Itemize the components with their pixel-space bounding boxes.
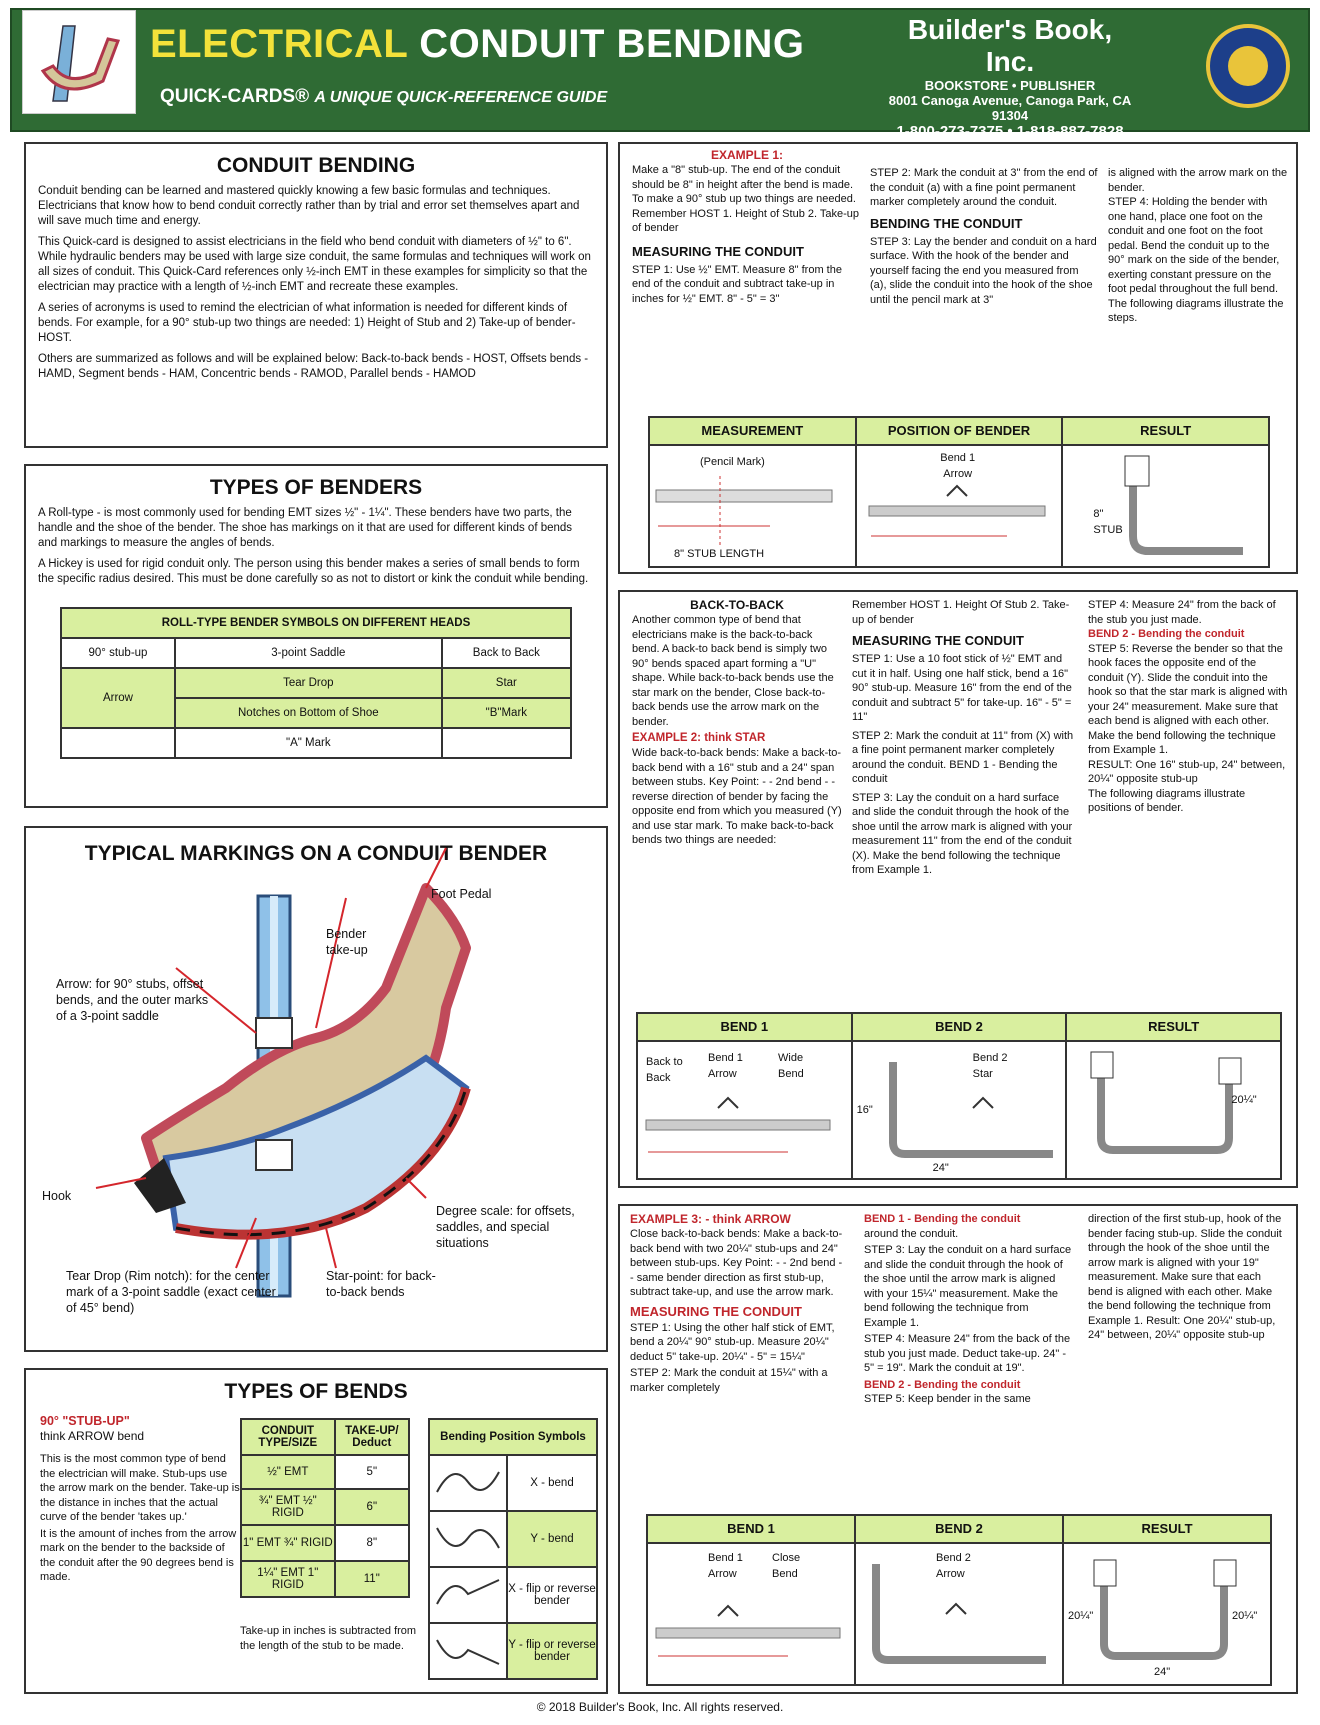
types-of-benders-section [24, 464, 608, 808]
paragraph: Conduit bending can be learned and mastered quickly knowing a few basic formulas and techniques. Electricians that know how to bend conduit correctly rather than by trial and error set themselves apart and will save much time and energy. [38, 185, 580, 227]
diagram-header: BEND 1 [638, 1014, 853, 1040]
paragraph: It is the amount of inches from the arrow mark on the bender to the backside of the conduit after the 90 degrees bend is made. [40, 1527, 237, 1583]
diagram-header: BEND 2 [853, 1014, 1068, 1040]
paragraph: Others are summarized as follows and will be explained below: Back-to-back bends - HOST, Offsets bends - HAMD, Segment bends - HAM, Concentric bends - RAMOD, Parallel bends - HAMOD [38, 353, 589, 380]
paragraph: direction of the first stub-up, hook of the bender facing stub-up. Slide the conduit through the hook of the shoe until the arrow mark is aligned with your 19" measurement. Make sure that each bend is aligned with each other. Make the bend following the technique from Example 1. Result: One 20¼" stub-up, 24" between, 20¼" opposite stub-up [1088, 1213, 1282, 1341]
example-3-section [618, 1204, 1298, 1694]
paragraph: Make a "8" stub-up. The end of the conduit should be 8" in height after the bend is made. To make a 90° stub up two things are needed. Remember HOST 1. Height of Stub 2. Take-up of bender [632, 164, 860, 234]
table-cell [442, 728, 571, 758]
table-cell: X - flip or reverse bender [507, 1567, 597, 1623]
typical-markings-section [24, 826, 608, 1352]
position-symbols-table [428, 1418, 598, 1680]
bend-heading: BEND 1 - Bending the conduit [864, 1213, 1021, 1225]
table-cell: 8" [335, 1525, 409, 1561]
result-diagram: 8" STUB [1063, 446, 1268, 566]
y-flip-symbol-icon [429, 1623, 507, 1679]
step-3: STEP 3: Lay the conduit on a hard surface and slide the conduit through the hook of the shoe until the arrow mark is aligned with your measurement 11" from the end of the conduit (X). Make the bend following the technique from Example 1. [852, 791, 1073, 876]
example-2-section [618, 590, 1298, 1188]
bend-2-diagram: Bend 2 Arrow [856, 1544, 1064, 1684]
publisher-block: Builder's Book, Inc. BOOKSTORE • PUBLISHER 8001 Canoga Avenue, Canoga Park, CA 91304 1-800-273-7375 • 1-818-887-7828 [888, 14, 1132, 140]
diagram-header: BEND 2 [856, 1516, 1064, 1542]
paragraph: Close back-to-back bends: Make a back-to-back bend with two 20¼" stub-ups and 24" between stub-ups. Key Point: - - 2nd bend - - same bender direction as first stub-up, subtract take-up, and use the arrow mark. [630, 1228, 843, 1298]
x-bend-symbol-icon [429, 1455, 507, 1511]
step-5: STEP 5: Keep bender in the same [864, 1393, 1031, 1405]
bender-symbols-table [60, 607, 572, 759]
section-title: CONDUIT BENDING [216, 154, 416, 177]
example-title: EXAMPLE 1: [710, 148, 783, 162]
step-3: STEP 3: Lay the bender and conduit on a hard surface. With the hook of the bender and yourself facing the end you measured from (a), slide the conduit into the hook of the shoe until the pencil mark at 3" [870, 235, 1097, 306]
diagram-header: RESULT [1148, 1019, 1200, 1034]
logo-image [22, 10, 136, 114]
example-title: BACK-TO-BACK [690, 598, 784, 612]
step-2: STEP 2: Mark the conduit at 15¼" with a marker completely [630, 1367, 828, 1394]
step-4: STEP 4: Measure 24" from the back of the stub you just made. Deduct take-up. 24" - 5" = 19". Mark the conduit at 19". [864, 1333, 1071, 1374]
degree-scale-label: Degree scale: for offsets, saddles, and special situations [436, 1204, 575, 1250]
step-5: STEP 5: Reverse the bender so that the hook faces the opposite end of the conduit (Y). Slide the conduit into the hook so that the star mark is aligned with your 24" measurement. Make sure that each bend is aligned with each other. Make the bend following the technique from Example 1. [1088, 642, 1288, 756]
table-cell: ¾" EMT ½" RIGID [241, 1489, 335, 1525]
paragraph: This Quick-card is designed to assist electricians in the field who bend conduit with diameters of ½" to 6". While hydraulic benders may be used with large size conduit, the same formulas and techniques will work on all sizes of conduit. This Quick-Card references only ½-inch EMT in these examples for simplicity so that the electrician may practice with a length of ½-inch EMT and recreate these examples. [38, 236, 591, 293]
table-cell: Notches on Bottom of Shoe [175, 698, 442, 728]
table-cell: 1" EMT ¾" RIGID [241, 1525, 335, 1561]
table-cell: 11" [335, 1561, 409, 1597]
y-bend-symbol-icon [429, 1511, 507, 1567]
table-cell: Y - flip or reverse bender [507, 1623, 597, 1679]
diagram-header: BEND 1 [648, 1516, 856, 1542]
takeup-label: Bender take-up [326, 927, 368, 957]
table-cell: Tear Drop [175, 668, 442, 698]
table-cell: 1¼" EMT 1" RIGID [241, 1561, 335, 1597]
step-1: STEP 1: Using the other half stick of EMT, bend a 20¼" 90° stub-up. Measure 20¼" deduct 5" take-up. 20¼" - 5" = 15¼" [630, 1321, 835, 1363]
table-cell: 3-point Saddle [175, 638, 442, 668]
bend-1-diagram: Back to Back Bend 1 Arrow Wide Bend [638, 1042, 853, 1178]
step-1: STEP 1: Use a 10 foot stick of ½" EMT and cut it in half. Using one half stick, bend a 16" 90° stub-up. Measure 16" from the end of the conduit and subtract 5" for take-up. 16" - 5" = 11" [852, 653, 1072, 723]
paragraph: A Hickey is used for rigid conduit only. The person using this bender makes a series of small bends to form the specific radius desired. This must be done carefully so as not to distort or kink the conduit while bending. [38, 558, 589, 585]
table-cell: ½" EMT [241, 1455, 335, 1489]
step-4: STEP 4: Measure 24" from the back of the stub you just made. [1088, 599, 1276, 626]
paragraph: Wide back-to-back bends: Make a back-to-back bend with a 16" stub and a 24" span between stubs. Key Point: - - 2nd bend - - reverse direction of bender by facing the opposite end from which you measured (Y) and use star mark. To make back-to-back bends two things are needed: [632, 747, 842, 846]
table-title: ROLL-TYPE BENDER SYMBOLS ON DIFFERENT HEADS [61, 608, 571, 638]
sub-heading: MEASURING THE CONDUIT [630, 1303, 802, 1319]
star-point-label: Star-point: for back-to-back bends [326, 1269, 436, 1299]
sub-heading: BENDING THE CONDUIT [870, 215, 1023, 231]
diagram-header: RESULT [1140, 423, 1192, 438]
bend-1-diagram: Bend 1 Arrow Close Bend [648, 1544, 856, 1684]
table-cell: 90° stub-up [61, 638, 175, 668]
table-cell: X - bend [507, 1455, 597, 1511]
table-cell: Back to Back [442, 638, 571, 668]
table-header: Bending Position Symbols [429, 1419, 597, 1455]
table-cell: 6" [335, 1489, 409, 1525]
copyright-footer: © 2018 Builder's Book, Inc. All rights reserved. [536, 1700, 784, 1714]
stub-up-heading: 90° "STUB-UP" [40, 1414, 130, 1428]
page-title: ELECTRICAL CONDUIT BENDING [150, 22, 805, 66]
diagram-header: POSITION OF BENDER [857, 418, 1064, 444]
paragraph: Remember HOST 1. Height Of Stub 2. Take-up of bender [852, 599, 1070, 626]
paragraph: A Roll-type - is most commonly used for bending EMT sizes ½" - 1¼". These benders have two parts, the handle and the shoe of the bender. The shoe has markings on it that are used for different kinds of bends and markings to measure the angles of bends. [38, 507, 573, 549]
publisher-seal-icon [1206, 24, 1290, 108]
diagram-header: RESULT [1141, 1521, 1193, 1536]
bender-logo-icon [23, 11, 135, 113]
paragraph: Another common type of bend that electricians make is the back-to-back bend. A back-to back bend is simply two 90° bends spaced apart forming a "U" shape. While back-to-back bends use the star mark on the bender, Close back-to-back bends use the arrow mark on the bender. [632, 614, 834, 728]
hook-label: Hook [42, 1189, 72, 1203]
step-1: STEP 1: Use ½" EMT. Measure 8" from the end of the conduit and subtract take-up in inches for ½" EMT. 8" - 5" = 3" [632, 263, 842, 305]
foot-pedal-label: Foot Pedal [431, 887, 492, 901]
paragraph: is aligned with the arrow mark on the bender. [1108, 167, 1288, 194]
table-cell: Arrow [61, 668, 175, 728]
section-title: TYPICAL MARKINGS ON A CONDUIT BENDER [84, 842, 548, 865]
table-cell: "B"Mark [442, 698, 571, 728]
x-flip-symbol-icon [429, 1567, 507, 1623]
example-1-section [618, 142, 1298, 574]
bend-2-diagram: Bend 2 Star 16" 24" [853, 1042, 1068, 1178]
table-cell [61, 728, 175, 758]
example-3-diagrams [646, 1514, 1272, 1686]
example-2-diagrams [636, 1012, 1282, 1180]
paragraph: around the conduit. [864, 1227, 959, 1240]
takeup-note: Take-up in inches is subtracted from the length of the stub to be made. [240, 1625, 417, 1652]
table-cell: "A" Mark [175, 728, 442, 758]
stub-up-subheading: think ARROW bend [40, 1429, 145, 1443]
conduit-bending-section [24, 142, 608, 448]
result-diagram: 20¼" [1067, 1042, 1280, 1178]
measurement-diagram: (Pencil Mark) 8" STUB LENGTH [650, 446, 857, 566]
paragraph: A series of acronyms is used to remind the electrician of what information is needed for different kinds of bends. For example, for a 90° stub-up two things are needed: 1) Height of Stub and 2) Take-up of bender- HOST. [38, 302, 576, 344]
example-subtitle: EXAMPLE 2: think STAR [632, 732, 766, 744]
quick-cards-tagline: QUICK-CARDS® A UNIQUE QUICK-REFERENCE GUIDE [160, 86, 608, 107]
example-title: EXAMPLE 3: - think ARROW [630, 1212, 791, 1226]
result-text: RESULT: One 16" stub-up, 24" between, 20¼" opposite stub-up [1088, 758, 1286, 785]
table-header: TAKE-UP/ Deduct [335, 1419, 409, 1455]
example-1-diagrams [648, 416, 1270, 568]
takeup-table [240, 1418, 410, 1598]
table-cell: 5" [335, 1455, 409, 1489]
arrow-label: Arrow: for 90° stubs, offset bends, and the outer marks of a 3-point saddle [56, 977, 209, 1023]
table-header: CONDUIT TYPE/SIZE [241, 1419, 335, 1455]
sub-heading: MEASURING THE CONDUIT [632, 243, 804, 259]
types-of-bends-section [24, 1368, 608, 1694]
table-cell: Y - bend [507, 1511, 597, 1567]
section-title: TYPES OF BENDS [224, 1380, 408, 1403]
diagram-header: MEASUREMENT [650, 418, 857, 444]
step-2: STEP 2: Mark the conduit at 11" from (X) with a fine point permanent marker completely around the conduit. BEND 1 - Bending the conduit [852, 729, 1074, 785]
bend-heading: BEND 2 - Bending the conduit [1088, 628, 1245, 640]
sub-heading: MEASURING THE CONDUIT [852, 633, 1024, 648]
paragraph: The following diagrams illustrate positions of bender. [1088, 787, 1246, 814]
bend-heading: BEND 2 - Bending the conduit [864, 1378, 1021, 1391]
table-cell: Star [442, 668, 571, 698]
section-title: TYPES OF BENDERS [209, 476, 423, 499]
bender-position-diagram: Bend 1 Arrow [857, 446, 1064, 566]
step-3: STEP 3: Lay the conduit on a hard surface and slide the conduit through the hook of the shoe until the arrow mark is aligned with your 15¼" measurement. Make the bend following the technique from Example 1. [864, 1244, 1072, 1329]
step-4: STEP 4: Holding the bender with one hand, place one foot on the conduit and one foot on the foot pedal. Bend the conduit up to the 90° mark on the side of the bender, exerting constant pressure on the foot pedal throughout the full bend. The following diagrams illustrate the steps. [1108, 196, 1284, 324]
paragraph: This is the most common type of bend the electrician will make. Stub-ups use the arrow mark on the bender. Take-up is the distance in inches that the actual curve of the bender 'takes up.' [40, 1453, 240, 1523]
tear-drop-label: Tear Drop (Rim notch): for the center mark of a 3-point saddle (exact center of 45° bend) [66, 1269, 276, 1315]
result-diagram: 20¼" 20¼" 24" [1064, 1544, 1270, 1684]
step-2: STEP 2: Mark the conduit at 3" from the end of the conduit (a) with a fine point permanent marker completely around the conduit. [870, 167, 1098, 208]
